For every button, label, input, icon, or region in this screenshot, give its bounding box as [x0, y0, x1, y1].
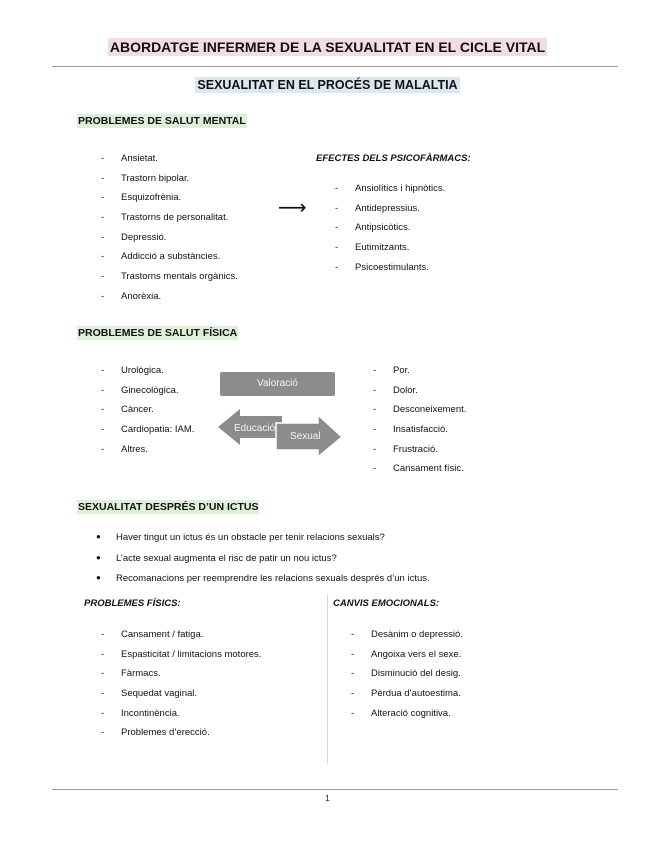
list-item: - Angoixa vers el sexe.	[351, 649, 463, 669]
footer-divider	[52, 789, 618, 790]
list-item: - Ansiolítics i hipnòtics.	[335, 183, 445, 203]
list-item: ● Recomanacions per reemprendre les relacions sexuals després d’un ictus.	[96, 573, 430, 594]
physical-problems-title: PROBLEMES FÍSICS:	[84, 598, 181, 609]
mental-health-heading: PROBLEMES DE SALUT MENTAL	[78, 115, 246, 127]
list-item: - Antipsicòtics.	[335, 222, 445, 242]
valoracio-box: Valoració	[220, 372, 335, 396]
header-divider	[52, 66, 618, 67]
list-item: - Desànim o depressió.	[351, 629, 463, 649]
list-item: - Pèrdua d’autoestima.	[351, 688, 463, 708]
list-item: - Por.	[373, 365, 466, 385]
list-item: - Esquizofrènia.	[101, 192, 238, 212]
list-item: - Cansament físic.	[373, 463, 466, 483]
list-item: - Espasticitat / limitacions motores.	[101, 649, 261, 669]
list-item: - Frustració.	[373, 444, 466, 464]
ictus-physical-list	[101, 629, 261, 747]
list-item: - Ginecològica.	[101, 385, 194, 405]
list-item: - Dolor.	[373, 385, 466, 405]
sexual-label: Sexual	[290, 431, 321, 442]
list-item: - Trastorn bipolar.	[101, 173, 238, 193]
right-arrow-icon: ⟶	[278, 197, 307, 219]
educacio-label: Educació	[234, 423, 276, 434]
list-item: - Alteració cognitiva.	[351, 708, 463, 728]
list-item: - Anorèxia.	[101, 291, 238, 311]
list-item: - Càncer.	[101, 404, 194, 424]
list-item: ● L’acte sexual augmenta el risc de patir un nou ictus?	[96, 553, 430, 574]
list-item: - Cansament / fatiga.	[101, 629, 261, 649]
list-item: - Insatisfacció.	[373, 424, 466, 444]
page-title: ABORDATGE INFERMER DE LA SEXUALITAT EN EL CICLE VITAL	[109, 39, 546, 55]
ictus-heading: SEXUALITAT DESPRÉS D’UN ICTUS	[78, 501, 259, 513]
list-item: - Problemes d’erecció.	[101, 727, 261, 747]
list-item: - Trastorns mentals orgànics.	[101, 271, 238, 291]
list-item: ● Haver tingut un ictus és un obstacle per tenir relacions sexuals?	[96, 532, 430, 553]
ictus-questions	[96, 532, 430, 594]
column-divider	[327, 594, 328, 764]
physical-health-heading: PROBLEMES DE SALUT FÍSICA	[78, 327, 238, 339]
page-number: 1	[325, 794, 330, 803]
effects-list	[335, 183, 445, 281]
ictus-emotional-list	[351, 629, 463, 727]
list-item: - Altres.	[101, 444, 194, 464]
list-item: - Urològica.	[101, 365, 194, 385]
list-item: - Depressió.	[101, 232, 238, 252]
physical-effects-list	[373, 365, 466, 483]
physical-health-list	[101, 365, 194, 463]
list-item: - Addicció a substàncies.	[101, 251, 238, 271]
list-item: - Ansietat.	[101, 153, 238, 173]
effects-title: EFECTES DELS PSICOFÀRMACS:	[316, 153, 471, 164]
list-item: - Incontinència.	[101, 708, 261, 728]
list-item: - Eutimitzants.	[335, 242, 445, 262]
emotional-changes-title: CANVIS EMOCIONALS:	[333, 598, 440, 609]
list-item: - Psicoestimulants.	[335, 262, 445, 282]
list-item: - Fàrmacs.	[101, 668, 261, 688]
list-item: - Disminució del desig.	[351, 668, 463, 688]
list-item: - Sequedat vaginal.	[101, 688, 261, 708]
section-subtitle: SEXUALITAT EN EL PROCÉS DE MALALTIA	[197, 78, 458, 92]
list-item: - Cardiopatia: IAM.	[101, 424, 194, 444]
mental-health-list	[101, 153, 238, 311]
list-item: - Desconeixement.	[373, 404, 466, 424]
list-item: - Antidepressius.	[335, 203, 445, 223]
list-item: - Trastorns de personalitat.	[101, 212, 238, 232]
